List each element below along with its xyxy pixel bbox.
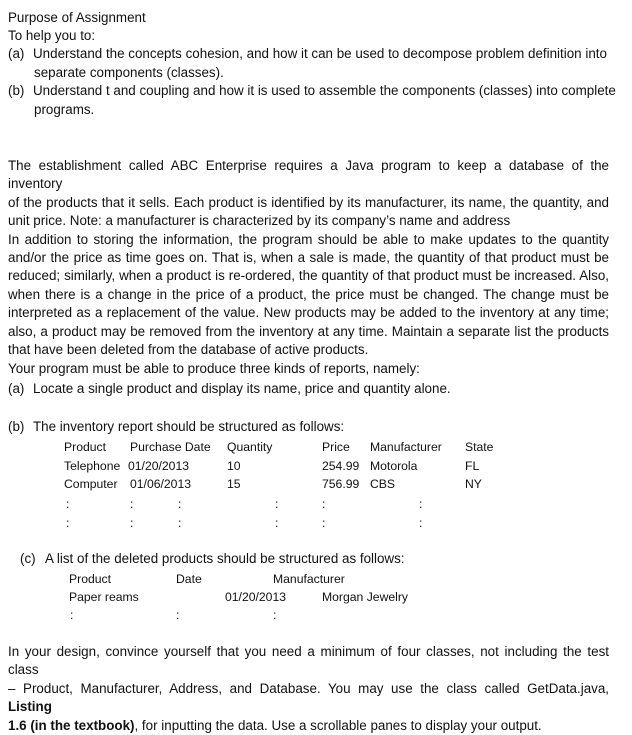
deleted-header-manufacturer: Manufacturer [273, 572, 345, 586]
design-listing-bold: Listing [8, 699, 52, 715]
inventory-cell: CBS [370, 477, 396, 491]
deleted-cell: Paper reams [69, 590, 139, 604]
inventory-header-state: State [465, 440, 494, 454]
inventory-cell: 01/06/2013 [130, 477, 191, 491]
description-line: reduced; similarly, when a product is re-ordered, the quantity of that product must be increased. Also, [8, 268, 609, 284]
description-paragraph [8, 157, 609, 359]
ellipsis-mark: : [66, 497, 70, 511]
inventory-cell: 10 [227, 459, 241, 473]
inventory-cell: Telephone [64, 459, 121, 473]
ellipsis-mark: : [130, 497, 134, 511]
report-a-label: (a) [8, 381, 25, 396]
inventory-cell: 15 [227, 477, 241, 491]
report-c-label: (c) [20, 551, 36, 566]
inventory-header-manufacturer: Manufacturer [370, 440, 442, 454]
inventory-header-purchase-date: Purchase Date [130, 440, 211, 454]
report-a [8, 380, 451, 398]
inventory-cell: FL [465, 459, 480, 473]
report-c-text: A list of the deleted products should be structured as follows: [45, 551, 405, 566]
report-b-label: (b) [8, 419, 25, 434]
inventory-cell: NY [465, 477, 482, 491]
ellipsis-mark: : [273, 608, 277, 622]
deleted-header-product: Product [69, 572, 112, 586]
purpose-intro: To help you to: [8, 28, 96, 43]
inventory-header-price: Price [322, 440, 350, 454]
description-line: when there is a change in the price of a product, the price must be changed. The change must be [8, 286, 609, 302]
ellipsis-mark: : [275, 516, 279, 530]
inventory-header-product: Product [64, 440, 107, 454]
description-line: The establishment called ABC Enterprise requires a Java program to keep a database of the inventory [8, 158, 609, 192]
inventory-header-quantity: Quantity [227, 440, 273, 454]
inventory-cell: Computer [64, 477, 118, 491]
purpose-item-b-line2: programs. [34, 102, 95, 117]
description-line: also, a product may be removed from the inventory at any time. Maintain a separate list the products [8, 323, 609, 339]
deleted-header-date: Date [176, 572, 202, 586]
report-c [20, 550, 405, 568]
reports-intro: Your program must be able to produce three kinds of reports, namely: [8, 361, 420, 376]
report-b-text: The inventory report should be structured as follows: [33, 419, 345, 434]
design-line1: In your design, convince yourself that you need a minimum of four classes, not including the test class [8, 644, 609, 678]
ellipsis-mark: : [322, 497, 326, 511]
description-line: interpreted as a replacement of the value. New products may be added to the inventory at any time; [8, 305, 609, 321]
ellipsis-mark: : [419, 497, 423, 511]
purpose-item-a [8, 45, 607, 63]
design-line2-text: – Product, Manufacturer, Address, and Database. You may use the class called GetData.java, [8, 680, 609, 696]
ellipsis-mark: : [178, 497, 182, 511]
description-line: of the products that it sells. Each product is identified by its manufacturer, its name, the quantity, and [8, 194, 609, 210]
ellipsis-mark: : [275, 497, 279, 511]
ellipsis-mark: : [66, 516, 70, 530]
purpose-item-b [8, 82, 616, 100]
purpose-item-a-line2: separate components (classes). [34, 65, 224, 80]
ellipsis-mark: : [70, 608, 74, 622]
design-line3 [8, 717, 609, 735]
deleted-cell: Morgan Jewelry [322, 590, 409, 604]
design-textbook-bold: 1.6 (in the textbook) [8, 717, 135, 733]
item-b-label: (b) [8, 83, 25, 98]
ellipsis-mark: : [322, 516, 326, 530]
description-line: and/or the price as time goes on. That is, when a sale is made, the quantity of that product must be [8, 250, 609, 266]
design-paragraph [8, 643, 609, 735]
item-b-line1: Understand t and coupling and how it is used to assemble the components (classes) into complete [33, 83, 616, 98]
description-line: that have been deleted from the database of active products. [8, 342, 369, 358]
ellipsis-mark: : [176, 608, 180, 622]
inventory-cell: 01/20/2013 [128, 459, 189, 473]
inventory-cell: Motorola [370, 459, 418, 473]
description-line: unit price. Note: a manufacturer is characterized by its company’s name and address [8, 213, 511, 229]
ellipsis-mark: : [419, 516, 423, 530]
deleted-cell: 01/20/2013 [225, 590, 286, 604]
report-b [8, 418, 344, 436]
purpose-heading: Purpose of Assignment [8, 10, 146, 25]
inventory-cell: 756.99 [322, 477, 360, 491]
ellipsis-mark: : [178, 516, 182, 530]
item-a-line1: Understand the concepts cohesion, and how it can be used to decompose problem definition into [33, 46, 607, 61]
inventory-cell: 254.99 [322, 459, 360, 473]
description-line: In addition to storing the information, the program should be able to make updates to the quantity [8, 231, 609, 247]
item-a-label: (a) [8, 46, 25, 61]
design-line3-text: , for inputting the data. Use a scrollable panes to display your output. [134, 717, 542, 733]
report-a-text: Locate a single product and display its name, price and quantity alone. [33, 381, 451, 396]
ellipsis-mark: : [130, 516, 134, 530]
design-line2 [8, 680, 609, 717]
